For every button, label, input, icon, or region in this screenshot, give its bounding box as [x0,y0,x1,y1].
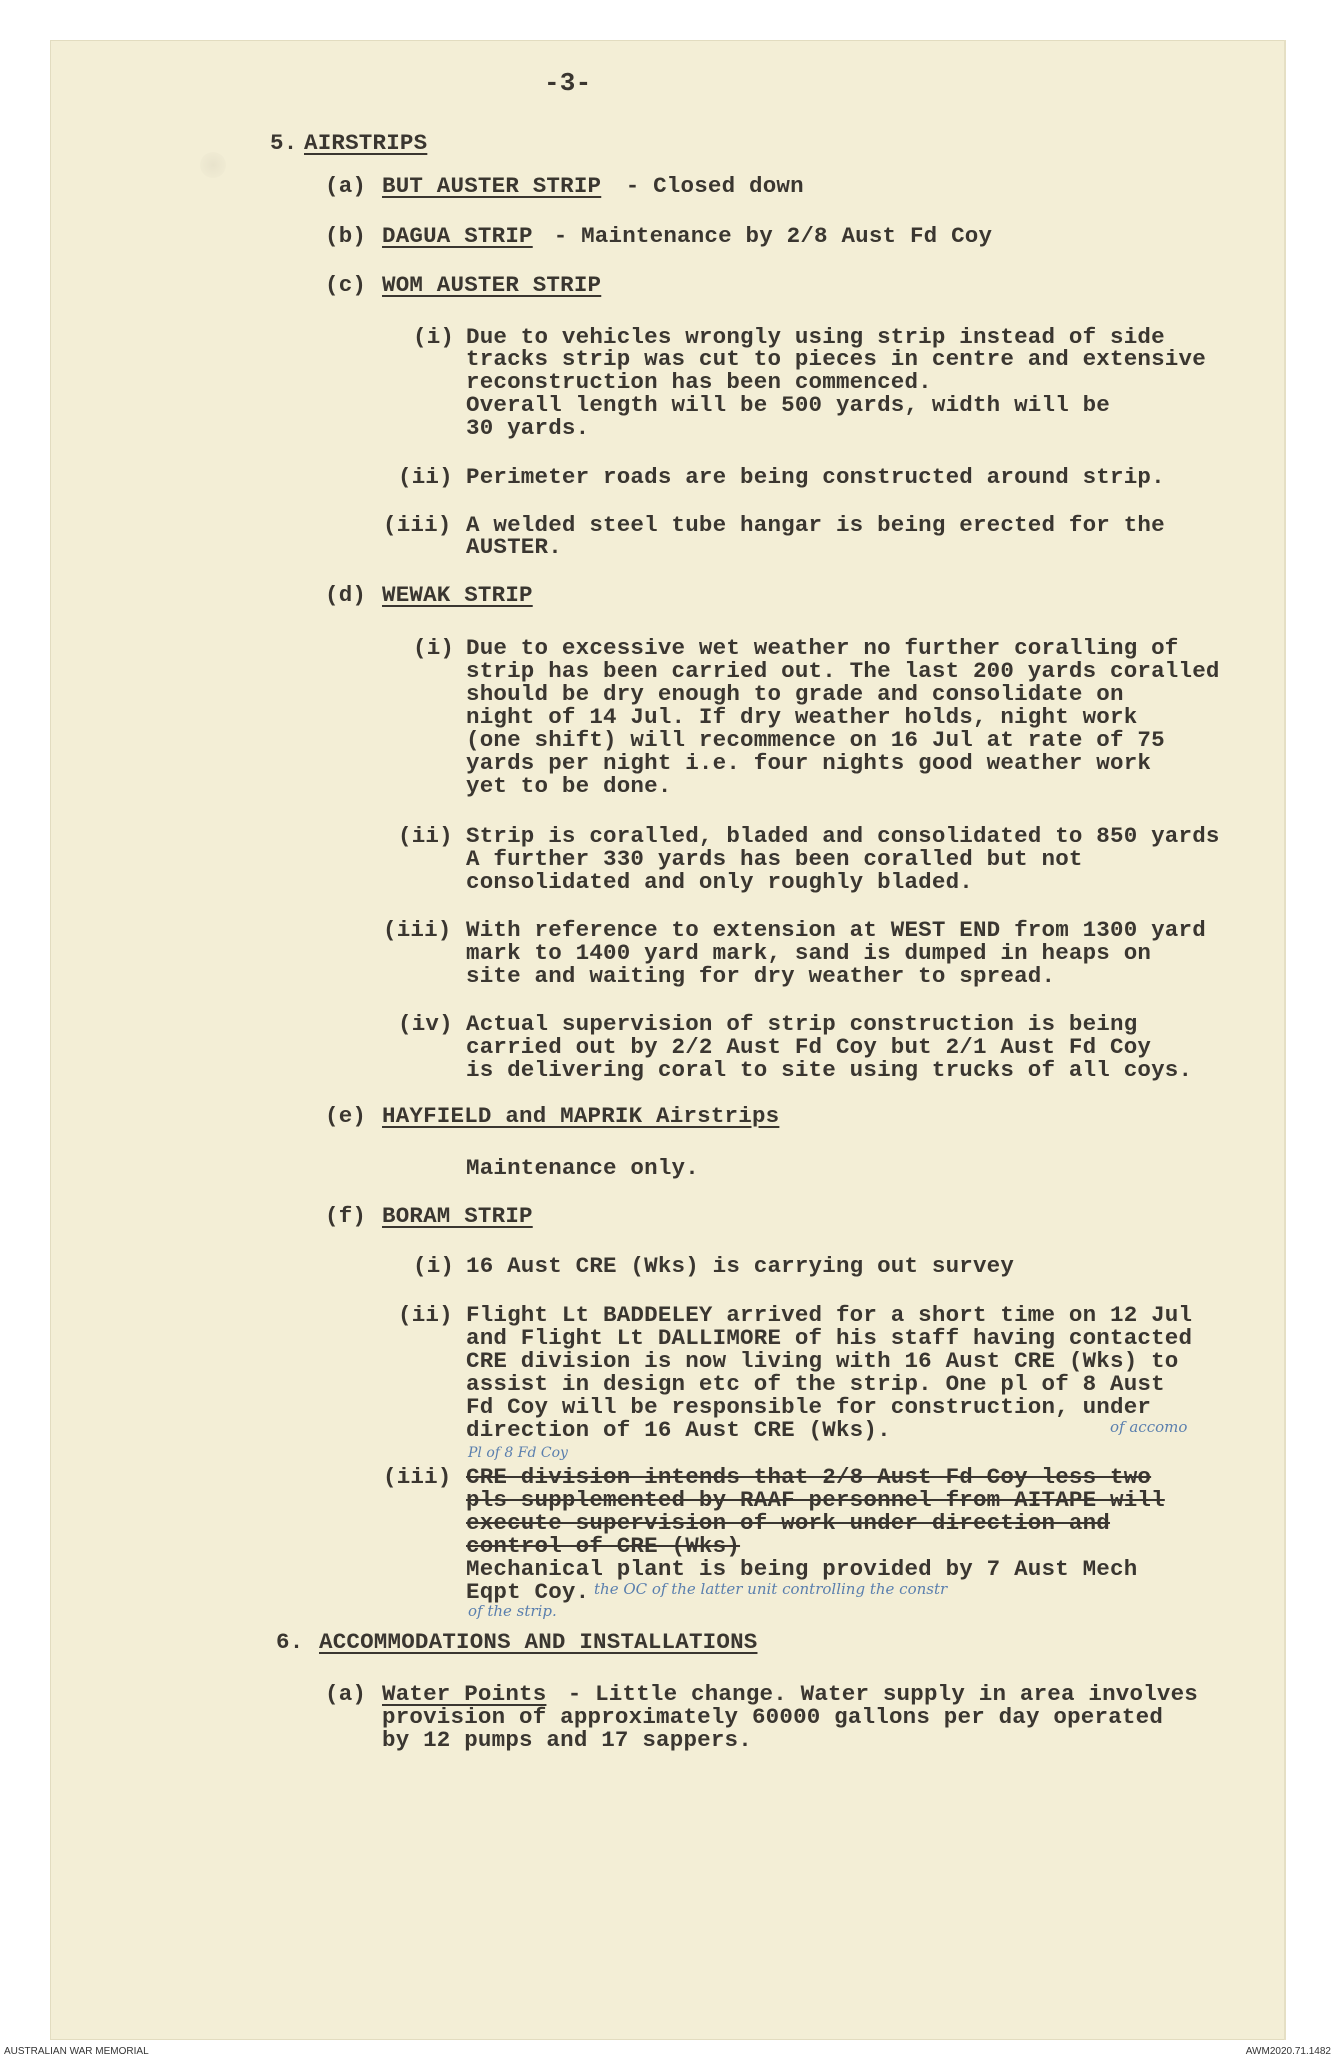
item-5c-iii-line: A welded steel tube hangar is being erected for the [466,512,1165,538]
item-6a-title: Water Points [382,1681,547,1707]
item-5d-title: WEWAK STRIP [382,582,533,608]
item-6a-label: (a) [325,1681,367,1707]
item-5d-i-line: strip has been carried out. The last 200 yards coralled [466,658,1220,684]
item-5f-ii-line: Fd Coy will be responsible for construction, under [466,1394,1152,1420]
item-5e-label: (e) [325,1103,367,1129]
item-5d-ii-line: Strip is coralled, bladed and consolidated to 850 yards [466,823,1220,849]
item-5c-ii-label: (ii) [398,464,453,490]
item-5c-i-line: Due to vehicles wrongly using strip instead of side [466,324,1165,350]
item-5d-i-line: Due to excessive wet weather no further coralling of [466,635,1179,661]
item-5f-iii-struck-line: execute supervision of work under direction and [466,1510,1111,1536]
item-5d-label: (d) [325,582,367,608]
item-5c-iii-line: AUSTER. [466,534,562,560]
handwritten-annotation: Pl of 8 Fd Coy [468,1445,568,1461]
item-5d-iv-line: Actual supervision of strip construction is being [466,1011,1138,1037]
item-6a-line: by 12 pumps and 17 sappers. [382,1727,752,1753]
item-5d-iii-line: mark to 1400 yard mark, sand is dumped in heaps on [466,940,1152,966]
item-5f-ii-line: CRE division is now living with 16 Aust CRE (Wks) to [466,1348,1179,1374]
item-5c-ii-line: Perimeter roads are being constructed around strip. [466,464,1165,490]
handwritten-annotation: of the strip. [468,1602,557,1620]
handwritten-annotation: the OC of the latter unit controlling the constr [594,1580,948,1598]
item-5c-label: (c) [325,272,367,298]
item-5e-title: HAYFIELD and MAPRIK Airstrips [382,1103,780,1129]
item-5f-ii-line: direction of 16 Aust CRE (Wks). [466,1417,891,1443]
item-5b-title: DAGUA STRIP [382,223,533,249]
item-5d-i-line: yet to be done. [466,773,672,799]
section-6-number: 6. [276,1629,304,1655]
item-5f-ii-line: assist in design etc of the strip. One pl of 8 Aust [466,1371,1165,1397]
handwritten-annotation: of accomo [1110,1418,1188,1436]
section-6-title: ACCOMMODATIONS AND INSTALLATIONS [319,1629,758,1655]
item-5d-iv-line: is delivering coral to site using trucks of all coys. [466,1057,1193,1083]
footer-institution: AUSTRALIAN WAR MEMORIAL [4,2046,149,2057]
item-5c-i-line: 30 yards. [466,415,590,441]
item-5f-i-label: (i) [413,1253,455,1279]
page-number: -3- [544,68,592,98]
section-5-number: 5. [270,130,298,156]
item-5f-ii-label: (ii) [398,1302,453,1328]
item-5f-iii-struck-line: control of CRE (Wks) [466,1533,741,1559]
item-5f-i-line: 16 Aust CRE (Wks) is carrying out survey [466,1253,1015,1279]
page-edge [1284,40,1286,2040]
item-5d-iv-label: (iv) [398,1011,453,1037]
item-5c-iii-label: (iii) [383,512,452,538]
item-5f-iii-struck-line: CRE division intends that 2/8 Aust Fd Coy less two [466,1464,1152,1490]
item-5d-i-line: (one shift) will recommence on 16 Jul at rate of 75 [466,727,1165,753]
item-5c-title: WOM AUSTER STRIP [382,272,602,298]
item-5c-i-line: reconstruction has been commenced. [466,369,932,395]
paper-blemish [200,152,226,178]
item-5d-iii-line: site and waiting for dry weather to spread. [466,963,1056,989]
item-5f-iii-struck-line: pls supplemented by RAAF personnel from AITAPE will [466,1487,1165,1513]
item-5d-i-line: yards per night i.e. four nights good weather work [466,750,1152,776]
section-5-title: AIRSTRIPS [304,130,428,156]
item-5d-iv-line: carried out by 2/2 Aust Fd Coy but 2/1 Aust Fd Coy [466,1034,1152,1060]
item-5a-title: BUT AUSTER STRIP [382,173,602,199]
item-5d-ii-line: consolidated and only roughly bladed. [466,869,973,895]
item-5f-label: (f) [325,1203,367,1229]
item-5b-label: (b) [325,223,367,249]
item-5f-iii-line: Mechanical plant is being provided by 7 Aust Mech [466,1556,1138,1582]
item-5f-iii-label: (iii) [383,1464,452,1490]
item-5c-i-line: tracks strip was cut to pieces in centre and extensive [466,346,1206,372]
footer-accession-number: AWM2020.71.1482 [1245,2046,1331,2057]
document-page [50,40,1286,2040]
item-5f-title: BORAM STRIP [382,1203,533,1229]
item-5f-ii-line: and Flight Lt DALLIMORE of his staff having contacted [466,1325,1193,1351]
item-5e-text: Maintenance only. [466,1155,699,1181]
item-6a-line: provision of approximately 60000 gallons per day operated [382,1704,1164,1730]
item-5b-text: - Maintenance by 2/8 Aust Fd Coy [540,223,993,249]
item-5a-text: - Closed down [612,173,804,199]
item-5d-iii-line: With reference to extension at WEST END from 1300 yard [466,917,1206,943]
item-5c-i-label: (i) [413,324,455,350]
item-5d-i-line: should be dry enough to grade and consolidate on [466,681,1124,707]
item-5d-i-label: (i) [413,635,455,661]
item-5d-ii-line: A further 330 yards has been coralled but not [466,846,1083,872]
item-5a-label: (a) [325,173,367,199]
item-5d-iii-label: (iii) [383,917,452,943]
item-5d-ii-label: (ii) [398,823,453,849]
item-6a-line: - Little change. Water supply in area involves [554,1681,1199,1707]
item-5f-iii-line: Eqpt Coy. [466,1579,590,1605]
item-5c-i-line: Overall length will be 500 yards, width will be [466,392,1111,418]
item-5f-ii-line: Flight Lt BADDELEY arrived for a short time on 12 Jul [466,1302,1193,1328]
item-5d-i-line: night of 14 Jul. If dry weather holds, night work [466,704,1138,730]
